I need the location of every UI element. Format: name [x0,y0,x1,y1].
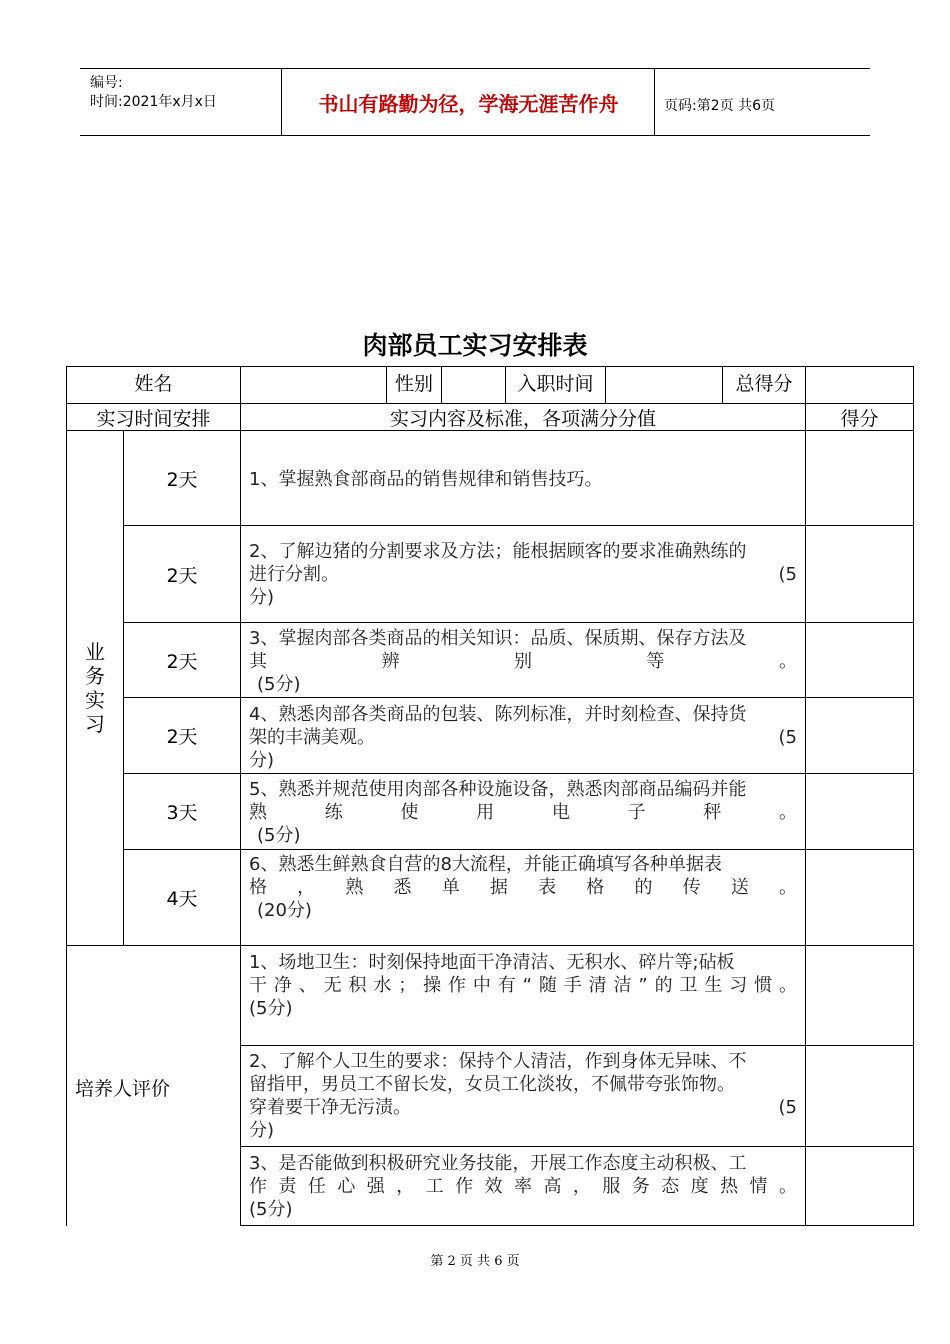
gender-field[interactable] [442,367,505,403]
total-score-field[interactable] [806,367,913,403]
entry-date-label: 入职时间 [517,372,594,395]
trainer-row1-content: 1、场地卫生：时刻保持地面干净清洁、无积水、碎片等;砧板 干净、无积水；操作中有“随手清洁”的卫生习惯。 (5分) [249,952,797,1019]
row5-days: 3天 [166,802,198,824]
row3-content: 3、掌握肉部各类商品的相关知识：品质、保质期、保存方法及 其 辨 别 等 。 (5分) [249,628,797,695]
row2-days: 2天 [166,564,198,587]
total-score-label: 总得分 [735,372,793,395]
row5-score-field[interactable] [806,774,913,849]
content-column-header: 实习内容及标准，各项满分分值 [389,407,656,430]
trainer-evaluation-label: 培养人评价 [75,1077,171,1100]
row6-content: 6、熟悉生鲜熟食自营的8大流程，并能正确填写各种单据表 格 ， 熟 悉 单 据 表 格 的 传 送 。 (20分) [249,854,797,921]
row1-score-field[interactable] [806,431,913,525]
header-meta [90,74,217,112]
trainer-row3-content: 3、是否能做到积极研究业务技能，开展工作态度主动积极、工 作责任心强，工作效率高，服务态度热情。 (5分) [249,1153,797,1220]
row4-days: 2天 [166,726,198,748]
row4-score-field[interactable] [806,698,913,773]
page-footer: 第 2 页 共 6 页 [430,1254,520,1269]
business-practice-label: 业 务 实 习 [85,640,105,736]
time-label: 时间:2021年x月x日 [90,94,217,110]
trainer-row2-content: 2、了解个人卫生的要求：保持个人清洁，作到身体无异味、不 留指甲，男员工不留长发，女员工化淡妆，不佩带夸张饰物。 穿着要干净无污渍。 (5 分) [249,1051,797,1141]
trainer-row1-score-field[interactable] [806,946,913,1045]
header-page-label: 页码:第2页 共6页 [664,98,775,114]
score-column-header: 得分 [840,407,879,430]
row1-days: 2天 [166,468,198,491]
row2-content: 2、了解边猪的分割要求及方法；能根据顾客的要求准确熟练的 进行分割。 (5 分) [249,541,797,608]
row1-content: 1、掌握熟食部商品的销售规律和销售技巧。 [249,469,603,490]
row6-score-field[interactable] [806,850,913,945]
page-title: 肉部员工实习安排表 [362,331,588,360]
entry-date-field[interactable] [606,367,722,403]
name-label: 姓名 [134,372,173,395]
row2-score-field[interactable] [806,526,913,622]
row4-content: 4、熟悉肉部各类商品的包装、陈列标准，并时刻检查、保持货 架的丰满美观。 (5 分) [249,704,797,771]
name-field[interactable] [241,367,386,403]
trainer-row3-score-field[interactable] [806,1147,913,1225]
row6-days: 4天 [166,888,198,910]
code-label: 编号: [90,75,123,91]
gender-label: 性别 [394,372,433,395]
trainer-row2-score-field[interactable] [806,1046,913,1146]
row3-score-field[interactable] [806,623,913,697]
schedule-column-header: 实习时间安排 [96,407,211,430]
row5-content: 5、熟悉并规范使用肉部各种设施设备，熟悉肉部商品编码并能 熟 练 使 用 电 子 秤 。 (5分) [249,779,797,846]
header-motto: 书山有路勤为径，学海无涯苦作舟 [318,92,619,116]
row3-days: 2天 [166,650,198,673]
